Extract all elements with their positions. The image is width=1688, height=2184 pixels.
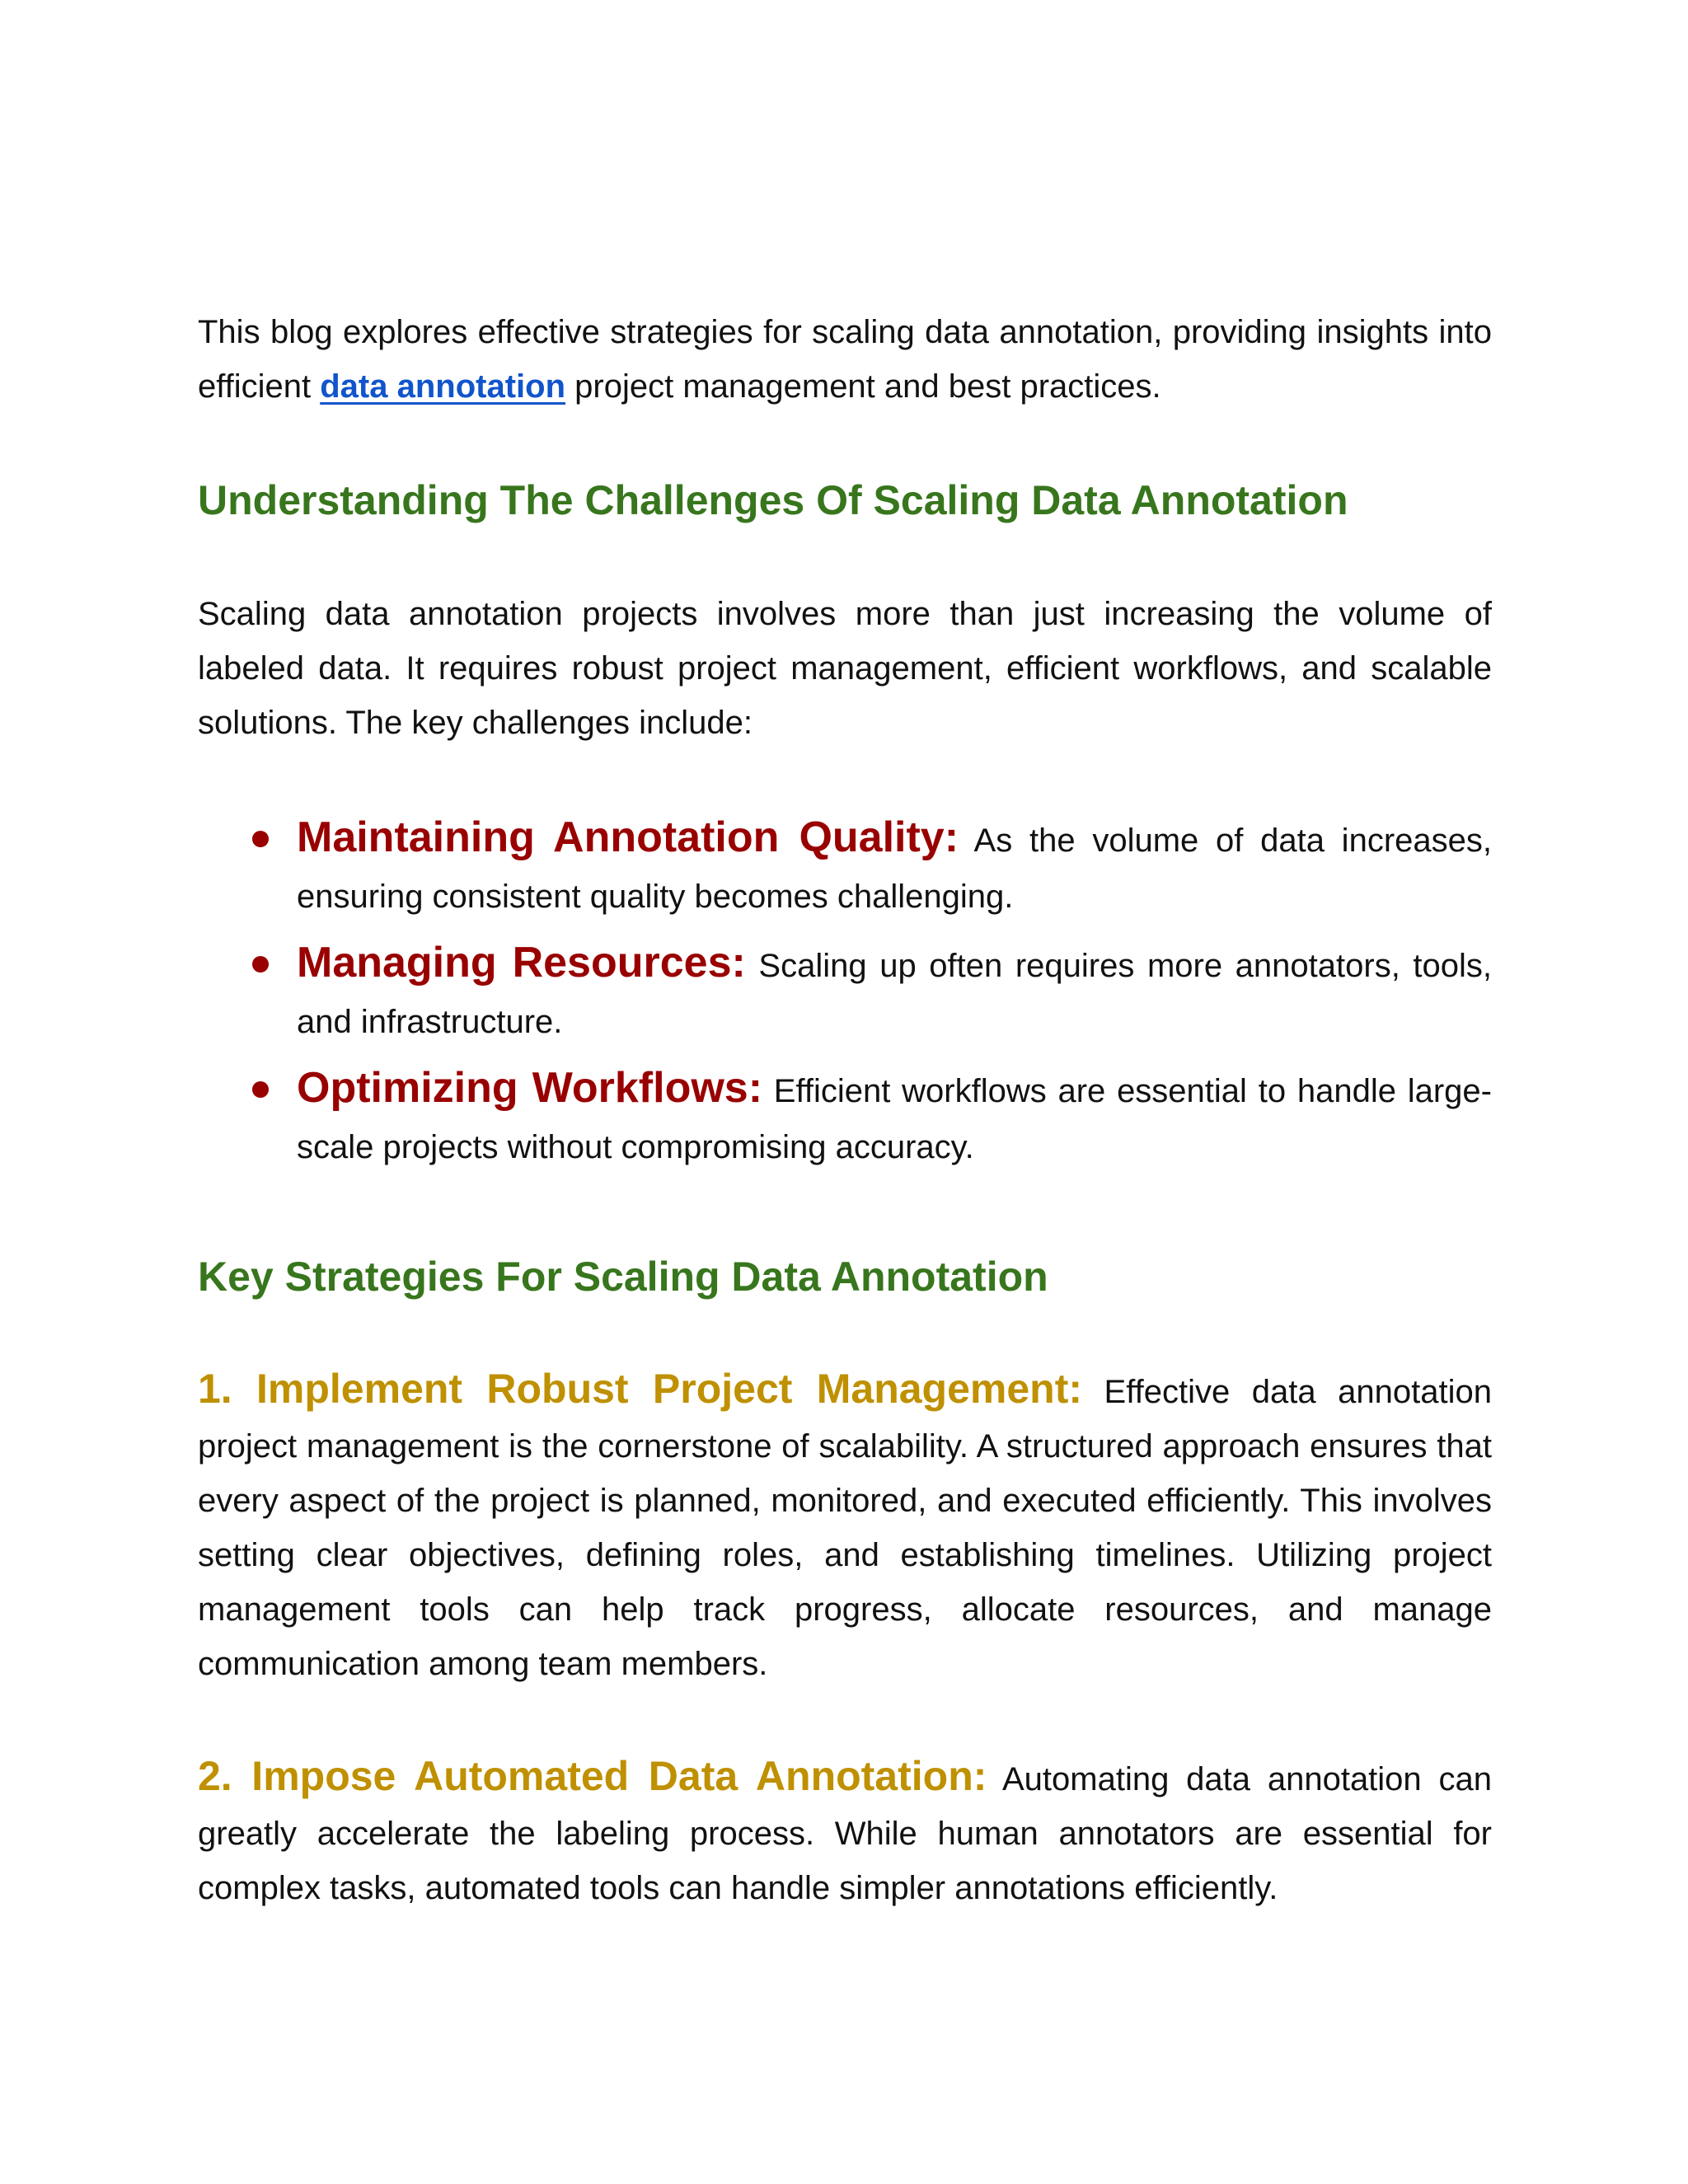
strategy-2-paragraph	[198, 1749, 1492, 1915]
list-item	[198, 809, 1492, 925]
document-page	[198, 305, 1492, 1915]
bullet-icon	[252, 1081, 269, 1098]
section1-heading: Understanding The Challenges Of Scaling Data Annotation	[198, 477, 1348, 523]
strategy-1-lead: 1. Implement Robust Project Management:	[198, 1366, 1083, 1412]
list-item	[198, 1060, 1492, 1175]
intro-text-after-link: project management and best practices.	[565, 368, 1161, 405]
strategy-2-lead: 2. Impose Automated Data Annotation:	[198, 1753, 987, 1799]
bullet-lead: Optimizing Workflows:	[297, 1064, 763, 1112]
bullet-icon	[252, 956, 269, 972]
bullet-text: As the volume of data increases, ensuring consistent quality becomes challenging.	[297, 823, 1492, 915]
section2-heading: Key Strategies For Scaling Data Annotation	[198, 1254, 1048, 1300]
bullet-text: Scaling up often requires more annotators, tools, and infrastructure.	[297, 948, 1493, 1040]
bullet-lead: Maintaining Annotation Quality:	[297, 813, 959, 861]
challenges-list	[198, 809, 1492, 1175]
bullet-lead: Managing Resources:	[297, 939, 746, 987]
bullet-icon	[252, 831, 269, 847]
list-item	[198, 935, 1492, 1050]
intro-text-before-link: This blog explores effective strategies for scaling data annotation, providing insights into efficient	[198, 314, 1492, 405]
bullet-text: Efficient workflows are essential to handle large-scale projects without compromising accuracy.	[297, 1073, 1492, 1165]
strategy-1-paragraph	[198, 1361, 1492, 1691]
strategy-1-text: Effective data annotation project management is the cornerstone of scalability. A structured approach ensures that every aspect of the project is planned, monitored, and executed efficiently. This involves setting clear objectives, defining roles, and establishing timelines. Utilizing project management tools can help track progress, allocate resources, and manage communication among team members.	[198, 1374, 1493, 1682]
strategy-2-text: Automating data annotation can greatly accelerate the labeling process. While human annotators are essential for complex tasks, automated tools can handle simpler annotations efficiently.	[198, 1761, 1492, 1906]
section1-paragraph: Scaling data annotation projects involves more than just increasing the volume of labeled data. It requires robust project management, efficient workflows, and scalable solutions. The key challenges include:	[198, 596, 1492, 741]
data-annotation-link[interactable]: data annotation	[320, 368, 566, 405]
intro-paragraph	[198, 305, 1492, 414]
